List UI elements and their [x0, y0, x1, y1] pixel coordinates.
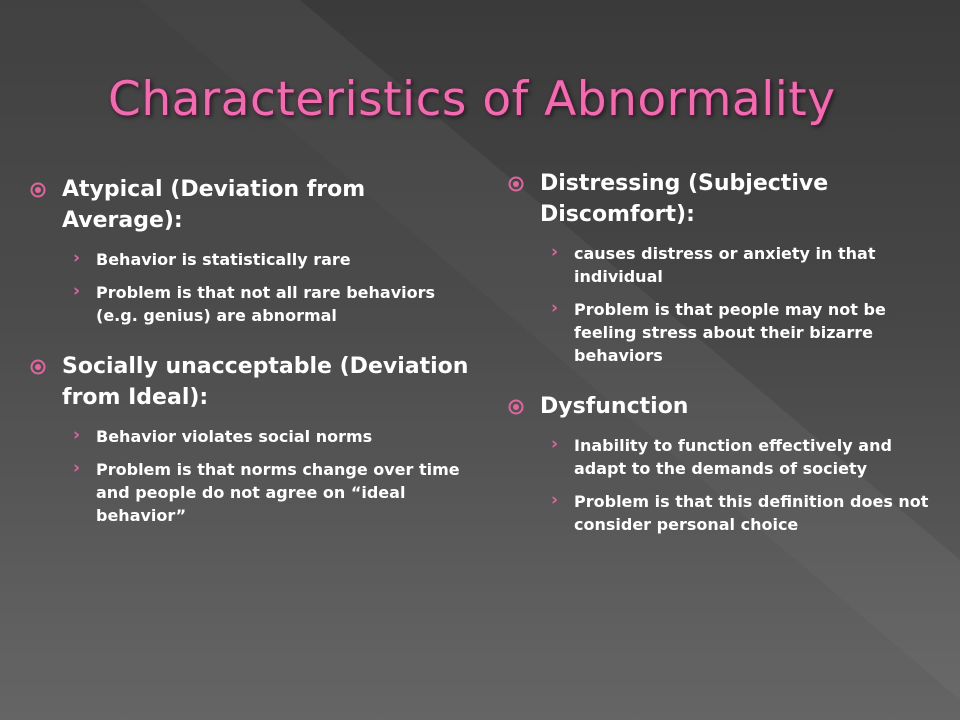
- sub-bullet-text: Behavior violates social norms: [96, 427, 373, 446]
- bullet-label: Dysfunction: [540, 394, 689, 419]
- bullet-item-atypical: [30, 174, 470, 236]
- sub-bullet-text: Problem is that norms change over time and people do not agree on “ideal behavior”: [96, 460, 460, 525]
- bullet-label: Socially unacceptable (Deviation from Ideal):: [62, 354, 469, 410]
- sub-bullet-item: [30, 425, 470, 448]
- sub-bullet-text: Problem is that this definition does not consider personal choice: [574, 492, 929, 534]
- chevron-right-icon: ›: [73, 425, 81, 445]
- sub-bullet-text: Problem is that people may not be feeling stress about their bizarre behaviors: [574, 300, 886, 365]
- chevron-right-icon: ›: [551, 434, 559, 454]
- sub-bullet-item: [30, 458, 470, 527]
- sub-bullet-item: [30, 281, 470, 327]
- circle-dot-bullet-icon: [508, 399, 524, 415]
- sub-bullet-item: [508, 242, 948, 288]
- sub-bullet-text: causes distress or anxiety in that individual: [574, 244, 876, 286]
- bullet-label: Atypical (Deviation from Average):: [62, 177, 366, 233]
- sub-bullet-text: Behavior is statistically rare: [96, 250, 351, 269]
- chevron-right-icon: ›: [551, 298, 559, 318]
- chevron-right-icon: ›: [73, 248, 81, 268]
- bullet-item-dysfunction: [508, 391, 948, 422]
- circle-dot-bullet-icon: [30, 182, 46, 198]
- left-column: [30, 174, 470, 537]
- sub-bullet-text: Problem is that not all rare behaviors (e.g. genius) are abnormal: [96, 283, 436, 325]
- chevron-right-icon: ›: [73, 458, 81, 478]
- sub-bullet-item: [508, 434, 948, 480]
- bullet-item-socially-unacceptable: [30, 351, 470, 413]
- chevron-right-icon: ›: [551, 490, 559, 510]
- slide-title: Characteristics of Abnormality: [108, 72, 836, 127]
- circle-dot-bullet-icon: [30, 359, 46, 375]
- sub-bullet-item: [508, 490, 948, 536]
- sub-bullet-text: Inability to function effectively and adapt to the demands of society: [574, 436, 892, 478]
- sub-bullet-item: [508, 298, 948, 367]
- chevron-right-icon: ›: [551, 242, 559, 262]
- bullet-label: Distressing (Subjective Discomfort):: [540, 171, 829, 227]
- circle-dot-bullet-icon: [508, 176, 524, 192]
- sub-bullet-item: [30, 248, 470, 271]
- right-column: [508, 168, 948, 546]
- bullet-item-distressing: [508, 168, 948, 230]
- chevron-right-icon: ›: [73, 281, 81, 301]
